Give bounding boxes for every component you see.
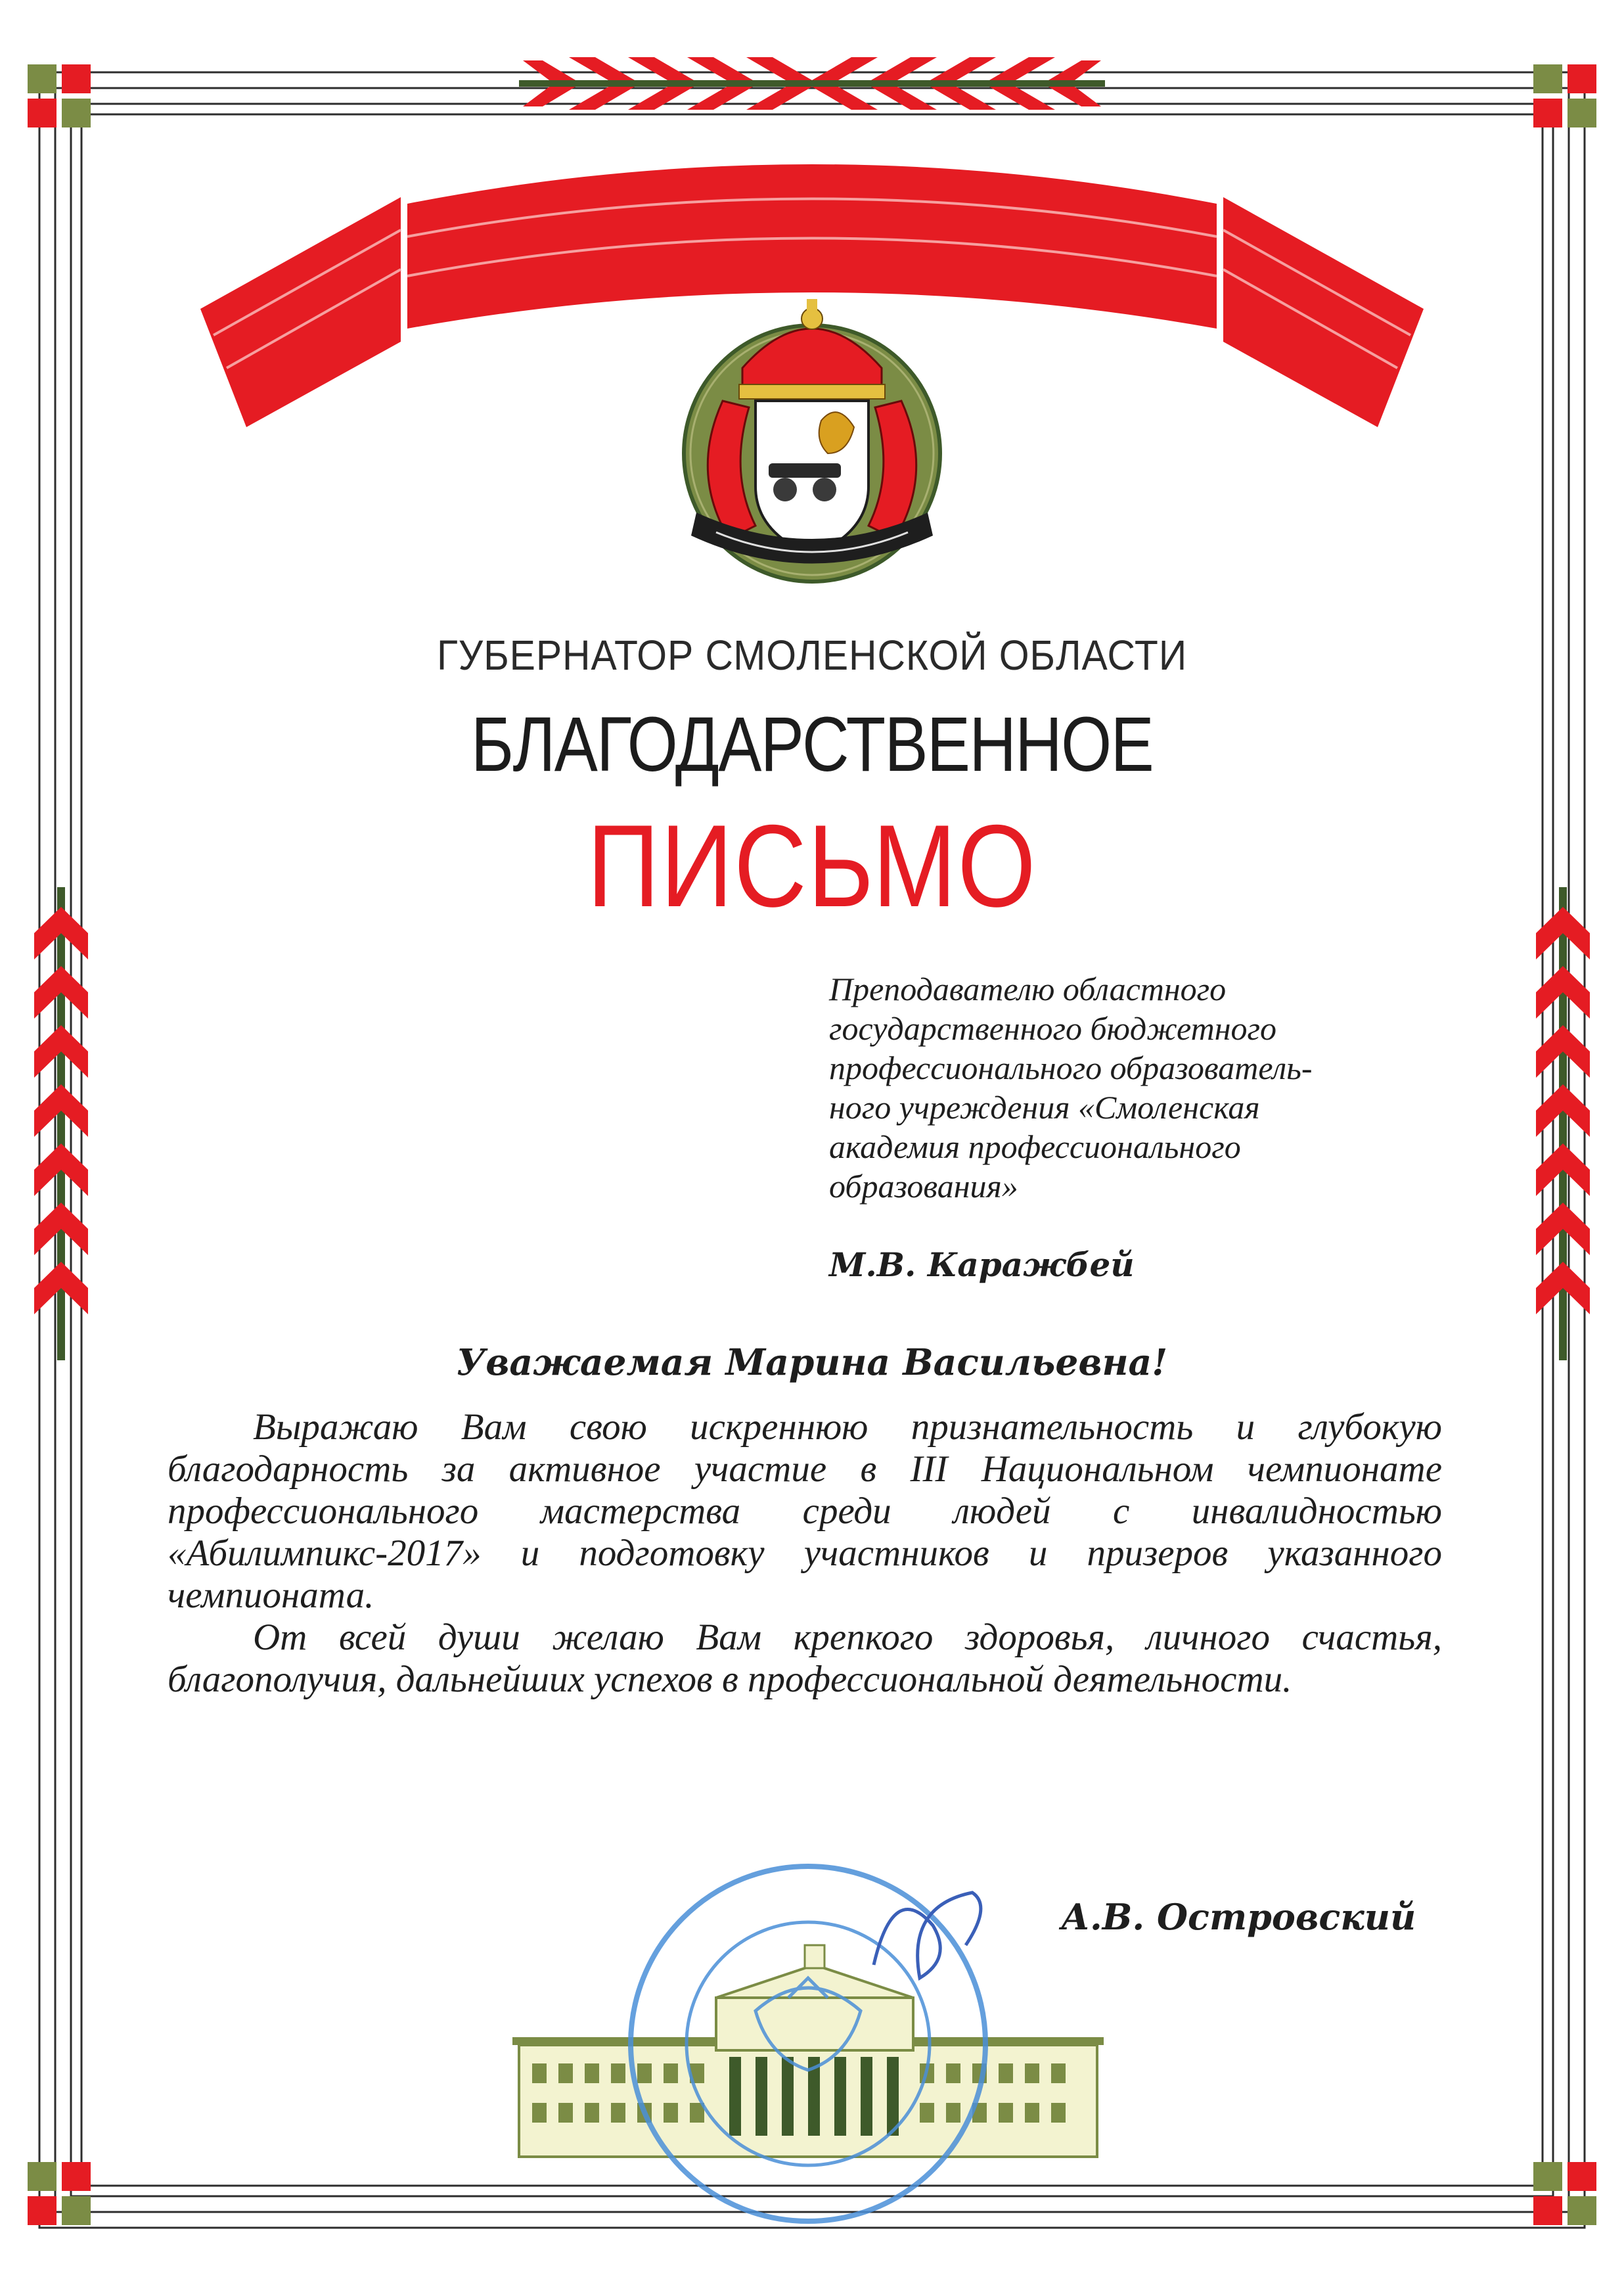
right-wheat-ornament [1536,887,1590,1360]
coat-of-arms-icon [684,299,940,582]
addressee-block: Преподавателю областного государственного бюджетного профессионального образователь- ного учреждения «Смоленская академия профессионального образования» [829,971,1313,1205]
left-wheat-ornament [34,887,88,1360]
letter-paragraph: От всей души желаю Вам крепкого здоровья, личного счастья, благополучия, дальнейших успехов в профессиональной деятельности. [168,1617,1442,1700]
signer-name: А.В. Островский [1061,1896,1416,1938]
addressee-name: М.В. Каражбей [829,1245,1135,1284]
corner-ornament-br [1533,2162,1596,2225]
document-title-line1: БЛАГОДАРСТВЕННОЕ [470,701,1154,788]
document-title-line2: ПИСЬМО [587,800,1037,931]
issuer-heading: ГУБЕРНАТОР СМОЛЕНСКОЙ ОБЛАСТИ [436,632,1188,679]
letter-body [168,1406,1442,1701]
greeting: Уважаемая Марина Васильевна! [456,1341,1168,1383]
corner-ornament-tl [28,64,91,127]
top-wheat-ornament [519,57,1105,110]
corner-ornament-tr [1533,64,1596,127]
letter-paragraph: Выражаю Вам свою искреннюю признательность и глубокую благодарность за активное участие в III Национальном чемпионате профессионального мастерства среди людей с инвалидностью «Абилимпикс-2017» и подготовку участников и призеров указанного чемпионата. [168,1406,1442,1616]
corner-ornament-bl [28,2162,91,2225]
